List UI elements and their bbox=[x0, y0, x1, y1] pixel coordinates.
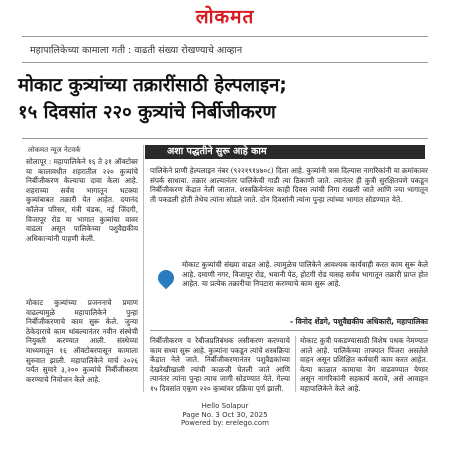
footer-edition: Hello Solapur bbox=[201, 402, 249, 410]
masthead-rule bbox=[22, 36, 428, 37]
quote-attribution: - विनोद शेंडगे, पशुवैद्यकीय अधिकारी, महापालिका bbox=[289, 317, 428, 326]
bottom-right-column: मोकाट कुत्री पकडण्यासाठी विशेष पथक नेमण्यात आले आहे. पालिकेच्या ताफ्यात पिंजरा असलेले वाहन असून प्रशिक्षित कर्मचारी काम करत आहेत. येत्या काळात कामाचा वेग वाढवण्यात येणार असून नागरिकांनी सहकार्य करावे, असे आवाहन महापालिकेने केले आहे. bbox=[300, 336, 428, 392]
footer-page-info: Page No. 3 Oct 30, 2025 bbox=[182, 410, 268, 419]
footer-powered-by: Powered by: erelego.com bbox=[180, 419, 269, 427]
bottom-middle-column: निर्बीजीकरण व रेबीजप्रतिबंधक लसीकरण करण्याचे काम सध्या सुरू आहे. कुत्र्यांना पकडून त्यांचे शस्त्रक्रिया केंद्रात नेले जाते. निर्बीजीकरणानंतर पशुवैद्यकांच्या देखरेखीखाली त्यांची काळजी घेतली जाते आणि त्यानंतर त्यांना पुन्हा त्याच जागी सोडण्यात येते. गेल्या १५ दिवसांत एकूण २२० कुत्र्यांवर प्रक्रिया पूर्ण झाली. bbox=[150, 336, 290, 392]
bottom-divider bbox=[295, 336, 296, 392]
left-column-top: सोलापूर : महापालिकेने १६ ते ३१ ऑक्टोबर या कालावधीत शहरातील २२० कुत्र्यांचे निर्बीजीकरण केल्याचा दावा केला आहे. शहराच्या सर्वच भागातून भटक्या कुत्र्यांबाबत तक्रारी येत आहेत. दयानंद कॉलेज परिसर, मंत्री चंडक, नई जिंदगी, विजापूर रोड या भागात कुत्र्यांचा वावर वाढला असून पालिकेच्या पशुवैद्यकीय अधिकाऱ्यांनी पाहणी केली. bbox=[26, 157, 138, 243]
headline-line-1: मोकाट कुत्र्यांच्या तक्रारींसाठी हेल्पलाइन; bbox=[18, 75, 287, 96]
quote-box bbox=[158, 260, 428, 312]
kicker-rule bbox=[22, 62, 428, 63]
section-subhead: अशा पद्धतीने सुरू आहे काम bbox=[145, 145, 425, 159]
column-divider bbox=[143, 145, 144, 392]
headline bbox=[18, 72, 430, 126]
newspaper-logo: लोकमत bbox=[195, 6, 255, 28]
headline-line-2: १५ दिवसांत २२० कुत्र्यांचे निर्बीजीकरण bbox=[18, 102, 276, 123]
quote-text: मोकाट कुत्र्यांची संख्या वाढत आहे. त्यामुळेच पालिकेने आवश्यक कार्यवाही करत काम सुरू केले आहे. दमाणी नगर, विजापूर रोड, भवानी पेठ, होटगी रोड यासह सर्वच भागातून तक्रारी प्राप्त होत आहेत. या प्रत्येक तक्रारीचा निपटारा करण्याचे काम सुरू आहे. bbox=[182, 260, 428, 289]
speech-bubble-icon bbox=[155, 267, 178, 290]
quote-rule bbox=[150, 330, 428, 331]
headline-rule bbox=[22, 138, 428, 139]
kicker-line: महापालिकेच्या कामाला गती : वाढती संख्या रोखण्याचे आव्हान bbox=[30, 45, 243, 56]
byline: लोकमत न्यूज नेटवर्क bbox=[28, 146, 81, 154]
left-column-bottom: मोकाट कुत्र्यांच्या प्रजननाचे प्रमाण वाढल्यामुळे महापालिकेने पुन्हा निर्बीजीकरणाचे काम सुरू केले. जुन्या ठेकेदाराचे काम थांबल्यानंतर नवीन संस्थेची नियुक्ती करण्यात आली. संस्थेच्या माध्यमातून १६ ऑक्टोबरपासून कामाला सुरुवात झाली. महापालिकेने मार्च २०२६ पर्यंत सुमारे ३,२०० कुत्र्यांचे निर्बीजीकरण करण्याचे नियोजन केले आहे. bbox=[26, 298, 138, 384]
masthead bbox=[0, 4, 450, 30]
page-footer bbox=[0, 402, 450, 428]
right-column-top: पालिकेने प्राणी हेल्पलाइन नंबर (९२२१९१४७०८) दिला आहे. कुत्र्यांनी त्रास दिल्यास नागरिकांनी या क्रमांकावर संपर्क साधावा. तक्रार आल्यानंतर पालिकेची गाडी त्या ठिकाणी जाते. त्यानंतर ही कुत्री सुरक्षितपणे पकडून निर्बीजीकरण केंद्रात नेली जातात. शस्त्रक्रियेनंतर काही दिवस त्यांची निगा राखली जाते आणि ज्या भागातून ती पकडली होती तेथेच त्यांना सोडले जाते. दोन दिवसांनी त्यांना पुन्हा त्यांच्या भागात सोडण्यात येते. bbox=[150, 166, 428, 204]
